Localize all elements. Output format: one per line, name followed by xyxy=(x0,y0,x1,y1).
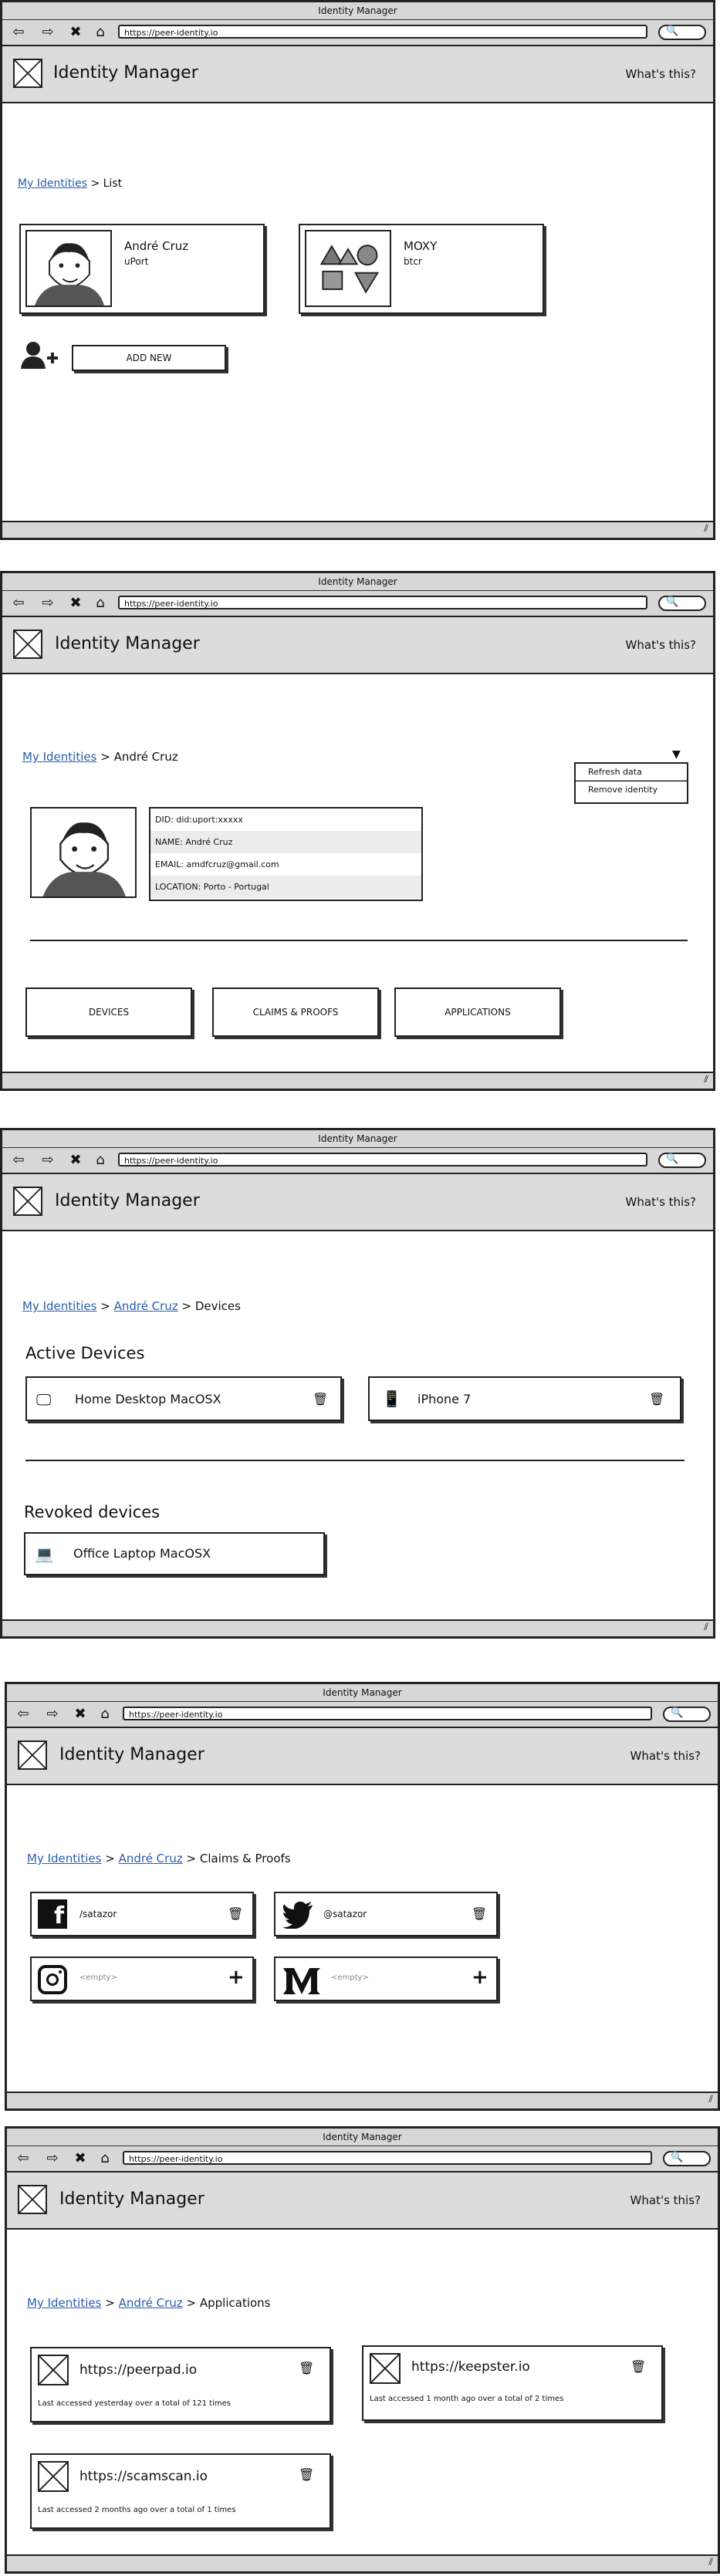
app-title: Identity Manager xyxy=(59,1745,205,1764)
laptop-icon: 💻 xyxy=(35,1545,54,1563)
search-button[interactable] xyxy=(658,596,706,611)
browser-toolbar xyxy=(2,1148,713,1174)
identity-details-table xyxy=(149,807,423,901)
window-title: Identity Manager xyxy=(2,573,713,591)
close-icon[interactable]: ✖ xyxy=(74,2150,86,2166)
claim-card-twitter[interactable] xyxy=(274,1892,498,1936)
search-button[interactable] xyxy=(658,1153,706,1168)
search-button[interactable] xyxy=(658,25,706,40)
device-name: iPhone 7 xyxy=(417,1392,472,1406)
trash-icon[interactable]: 🗑 xyxy=(313,1392,329,1406)
claim-value-empty: <empty> xyxy=(331,1973,369,1982)
browser-window-claims xyxy=(5,1682,720,2111)
app-card[interactable] xyxy=(362,2345,663,2421)
claim-value: /satazor xyxy=(79,1909,117,1919)
window-title: Identity Manager xyxy=(2,2,713,20)
status-bar xyxy=(2,521,713,538)
breadcrumb-identity[interactable]: André Cruz xyxy=(118,1852,183,1865)
search-icon: 🔍 xyxy=(671,1707,684,1719)
monitor-icon: 🖵 xyxy=(36,1390,52,1409)
whats-this-link[interactable]: What's this? xyxy=(630,1749,701,1763)
breadcrumb xyxy=(27,2296,271,2310)
window-title: Identity Manager xyxy=(7,1684,718,1702)
app-header xyxy=(7,1728,718,1785)
trash-icon[interactable]: 🗑 xyxy=(299,2467,315,2482)
logo-placeholder-icon xyxy=(18,1740,47,1770)
status-bar xyxy=(7,2092,718,2108)
resize-grip-icon[interactable]: ⫽ xyxy=(704,1074,708,1085)
app-placeholder-icon xyxy=(38,2355,69,2385)
breadcrumb-identity[interactable]: André Cruz xyxy=(118,2296,183,2310)
add-icon[interactable]: + xyxy=(472,1966,488,1989)
identity-provider: uPort xyxy=(124,256,149,267)
app-header xyxy=(2,46,713,103)
status-bar xyxy=(2,1619,713,1636)
claim-card-instagram[interactable] xyxy=(30,1956,254,2001)
claim-value: @satazor xyxy=(323,1909,367,1919)
whats-this-link[interactable]: What's this? xyxy=(630,2193,701,2207)
forward-icon[interactable]: ⇨ xyxy=(46,1706,59,1722)
breadcrumb-separator: > xyxy=(100,1299,110,1313)
back-icon[interactable]: ⇦ xyxy=(12,24,25,40)
trash-icon[interactable]: 🗑 xyxy=(649,1392,665,1406)
breadcrumb-current: Claims & Proofs xyxy=(199,1852,291,1865)
add-user-icon[interactable] xyxy=(19,339,59,370)
whats-this-link[interactable]: What's this? xyxy=(625,67,696,81)
app-title: Identity Manager xyxy=(53,63,198,83)
app-card[interactable] xyxy=(30,2347,331,2422)
breadcrumb-current: List xyxy=(103,177,123,190)
close-icon[interactable]: ✖ xyxy=(69,1152,82,1168)
app-url[interactable]: https://peerpad.io xyxy=(79,2362,198,2378)
app-info: Last accessed 2 months ago over a total of 1 times xyxy=(38,2506,236,2514)
home-icon[interactable]: ⌂ xyxy=(100,1706,110,1722)
instagram-icon xyxy=(38,1965,67,1994)
device-name: Office Laptop MacOSX xyxy=(73,1546,211,1561)
breadcrumb-separator: > xyxy=(186,1852,197,1865)
browser-window-applications xyxy=(5,2126,720,2574)
claims-proofs-button[interactable]: CLAIMS & PROOFS xyxy=(212,988,379,1037)
phone-icon: 📱 xyxy=(382,1389,401,1408)
identity-provider: btcr xyxy=(404,256,422,267)
app-placeholder-icon xyxy=(38,2461,69,2492)
twitter-icon xyxy=(282,1901,314,1929)
menu-item-remove[interactable]: Remove identity xyxy=(576,781,687,798)
back-icon[interactable]: ⇦ xyxy=(12,1152,25,1168)
identity-card-moxy[interactable] xyxy=(299,224,544,314)
resize-grip-icon[interactable]: ⫽ xyxy=(704,523,708,535)
breadcrumb xyxy=(22,1299,241,1313)
search-icon: 🔍 xyxy=(666,25,679,37)
trash-icon[interactable]: 🗑 xyxy=(472,1906,488,1921)
app-info: Last accessed 1 month ago over a total of 2 times xyxy=(370,2395,564,2403)
claim-card-facebook[interactable] xyxy=(30,1892,254,1936)
divider xyxy=(30,940,688,941)
search-button[interactable] xyxy=(663,1707,711,1722)
back-icon[interactable]: ⇦ xyxy=(17,2150,29,2166)
window-title: Identity Manager xyxy=(7,2129,718,2146)
breadcrumb-separator: > xyxy=(105,1852,115,1865)
identity-name: André Cruz xyxy=(124,239,189,253)
device-card-active[interactable] xyxy=(368,1376,681,1421)
device-card-revoked[interactable] xyxy=(24,1532,325,1575)
browser-window-detail xyxy=(0,571,715,1091)
search-icon: 🔍 xyxy=(666,1153,679,1165)
chevron-down-icon[interactable]: ▼ xyxy=(672,748,681,761)
breadcrumb xyxy=(18,177,122,190)
browser-window-devices xyxy=(0,1128,715,1639)
breadcrumb-separator: > xyxy=(181,1299,192,1313)
app-header xyxy=(2,1174,713,1231)
forward-icon[interactable]: ⇨ xyxy=(46,2150,59,2166)
shapes-icon xyxy=(305,230,391,307)
add-new-button[interactable]: ADD NEW xyxy=(72,345,226,371)
home-icon[interactable]: ⌂ xyxy=(96,1152,105,1168)
add-icon[interactable]: + xyxy=(228,1966,245,1989)
search-icon: 🔍 xyxy=(666,596,679,608)
app-card[interactable] xyxy=(30,2453,331,2529)
avatar xyxy=(30,807,137,898)
claim-value-empty: <empty> xyxy=(79,1973,117,1982)
trash-icon[interactable]: 🗑 xyxy=(299,2361,315,2375)
applications-button[interactable]: APPLICATIONS xyxy=(394,988,561,1037)
identity-menu xyxy=(574,762,688,804)
facebook-icon: f xyxy=(38,1899,67,1929)
breadcrumb-current: Applications xyxy=(199,2296,271,2310)
back-icon[interactable]: ⇦ xyxy=(12,595,25,611)
breadcrumb xyxy=(22,750,178,764)
device-card-active[interactable] xyxy=(25,1376,342,1421)
medium-icon xyxy=(282,1965,322,1996)
breadcrumb xyxy=(27,1852,291,1865)
app-header xyxy=(2,617,713,674)
forward-icon[interactable]: ⇨ xyxy=(42,24,54,40)
home-icon[interactable]: ⌂ xyxy=(96,24,105,40)
status-bar xyxy=(2,1072,713,1089)
app-title: Identity Manager xyxy=(59,2189,205,2209)
breadcrumb-separator: > xyxy=(90,177,100,190)
app-title: Identity Manager xyxy=(55,1191,200,1210)
forward-icon[interactable]: ⇨ xyxy=(42,1152,54,1168)
breadcrumb-my-identities[interactable]: My Identities xyxy=(27,1852,102,1865)
logo-placeholder-icon xyxy=(13,630,42,659)
app-title: Identity Manager xyxy=(55,634,200,653)
close-icon[interactable]: ✖ xyxy=(69,595,82,611)
app-placeholder-icon xyxy=(370,2353,401,2384)
breadcrumb-separator: > xyxy=(100,750,110,764)
resize-grip-icon[interactable]: ⫽ xyxy=(708,2094,713,2105)
breadcrumb-current: André Cruz xyxy=(113,750,178,764)
whats-this-link[interactable]: What's this? xyxy=(625,1195,696,1209)
location-row: LOCATION: Porto - Portugal xyxy=(150,876,421,898)
app-info: Last accessed yesterday over a total of 121 times xyxy=(38,2399,231,2408)
name-row: NAME: André Cruz xyxy=(150,831,421,853)
menu-item-refresh[interactable]: Refresh data xyxy=(576,764,687,781)
breadcrumb-identity[interactable]: André Cruz xyxy=(113,1299,178,1313)
logo-placeholder-icon xyxy=(18,2185,47,2214)
breadcrumb-current: Devices xyxy=(194,1299,241,1313)
home-icon[interactable]: ⌂ xyxy=(96,595,105,611)
logo-placeholder-icon xyxy=(13,59,42,88)
browser-toolbar xyxy=(7,2146,718,2173)
browser-toolbar xyxy=(2,591,713,617)
avatar xyxy=(25,230,112,307)
breadcrumb-my-identities[interactable]: My Identities xyxy=(18,177,87,190)
logo-placeholder-icon xyxy=(13,1187,42,1216)
breadcrumb-my-identities[interactable]: My Identities xyxy=(22,1299,97,1313)
back-icon[interactable]: ⇦ xyxy=(17,1706,29,1722)
breadcrumb-my-identities[interactable]: My Identities xyxy=(27,2296,102,2310)
breadcrumb-my-identities[interactable]: My Identities xyxy=(22,750,97,764)
status-bar xyxy=(7,2554,718,2571)
search-button[interactable] xyxy=(663,2151,711,2166)
identity-card-andre[interactable] xyxy=(19,224,265,314)
window-title: Identity Manager xyxy=(2,1130,713,1148)
url-field[interactable]: https://peer-identity.io xyxy=(118,25,647,39)
revoked-devices-title: Revoked devices xyxy=(24,1503,161,1521)
url-field[interactable]: https://peer-identity.io xyxy=(123,2151,652,2165)
divider xyxy=(25,1460,685,1461)
identity-name: MOXY xyxy=(404,239,438,253)
search-icon: 🔍 xyxy=(671,2152,684,2163)
email-row: EMAIL: amdfcruz@gmail.com xyxy=(150,853,421,876)
device-name: Home Desktop MacOSX xyxy=(75,1392,221,1406)
trash-icon[interactable]: 🗑 xyxy=(228,1906,244,1921)
resize-grip-icon[interactable]: ⫽ xyxy=(704,1622,708,1633)
breadcrumb-separator: > xyxy=(186,2296,197,2310)
app-url[interactable]: https://keepster.io xyxy=(411,2359,530,2375)
url-field[interactable]: https://peer-identity.io xyxy=(123,1707,652,1720)
browser-toolbar xyxy=(7,1702,718,1728)
trash-icon[interactable]: 🗑 xyxy=(630,2359,647,2374)
claim-card-medium[interactable] xyxy=(274,1956,498,2001)
home-icon[interactable]: ⌂ xyxy=(100,2150,110,2166)
resize-grip-icon[interactable]: ⫽ xyxy=(708,2557,713,2568)
browser-toolbar xyxy=(2,20,713,46)
browser-window-list xyxy=(0,0,715,540)
breadcrumb-separator: > xyxy=(105,2296,115,2310)
app-url[interactable]: https://scamscan.io xyxy=(79,2469,208,2484)
did-row: DID: did:uport:xxxxx xyxy=(150,809,421,831)
forward-icon[interactable]: ⇨ xyxy=(42,595,54,611)
close-icon[interactable]: ✖ xyxy=(69,24,82,40)
url-field[interactable]: https://peer-identity.io xyxy=(118,596,647,609)
active-devices-title: Active Devices xyxy=(25,1344,145,1362)
whats-this-link[interactable]: What's this? xyxy=(625,638,696,652)
devices-button[interactable]: DEVICES xyxy=(25,988,192,1037)
url-field[interactable]: https://peer-identity.io xyxy=(118,1153,647,1166)
app-header xyxy=(7,2173,718,2230)
close-icon[interactable]: ✖ xyxy=(74,1706,86,1722)
